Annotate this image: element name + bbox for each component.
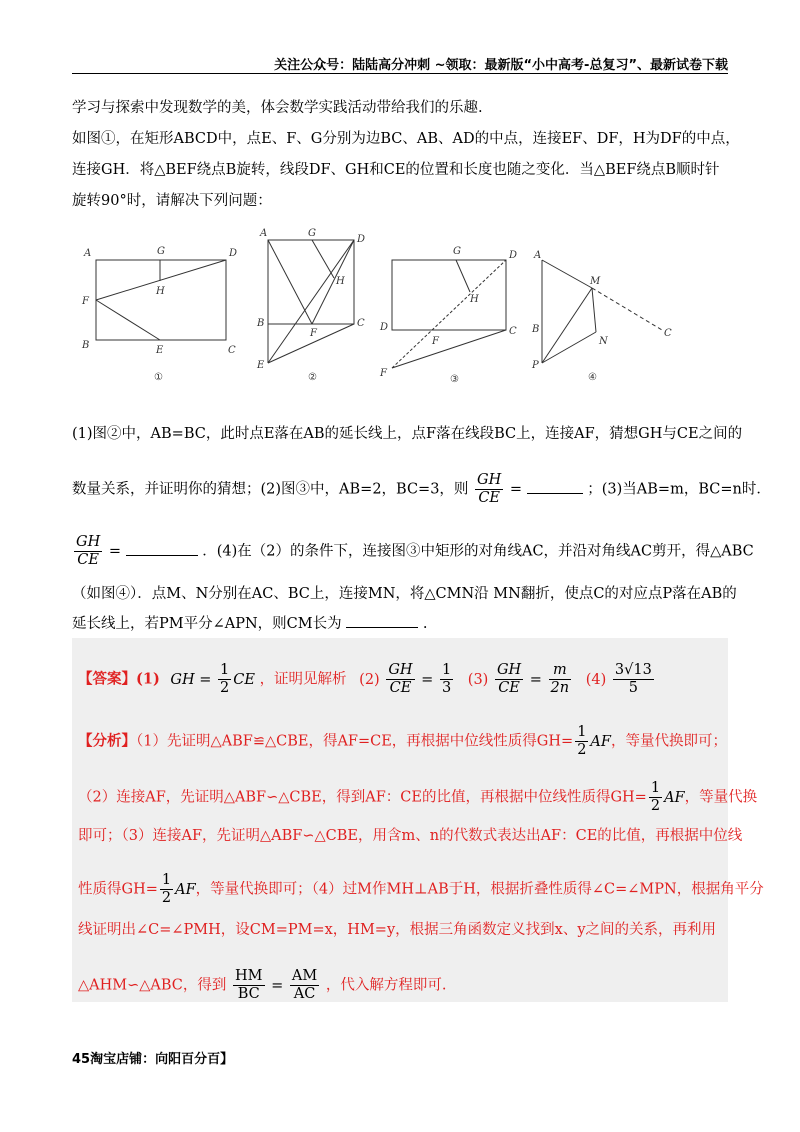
answer-blank-4 — [346, 627, 418, 628]
question-1a: (1)图②中，AB=BC，此时点E落在AB的延长线上，点F落在线段BC上，连接AF，猜想GH与CE之间的 — [72, 426, 743, 442]
fig1-label: C — [228, 345, 236, 356]
fig1-label: H — [156, 286, 165, 297]
fig1-label: D — [229, 248, 238, 259]
figure-4 — [542, 260, 662, 363]
fig1-label: F — [82, 296, 89, 307]
question-3b-line: $\frac{GH}{CE}$ = ．(4)在（2）的条件下，连接图③中矩形的对角线AC，并沿对角线AC剪开，得△ABC — [76, 534, 754, 568]
answer-line: 【答案】(1) GH = $\frac{1}{2}$ CE ，证明见解析 (2) $\frac{GH}{CE}$ = $\frac{1}{3}$ (3) $\frac{GH}{CE}$ = $\frac{m}{2n}$ (4) $\frac{3√13}{5}$ — [78, 662, 652, 696]
fig4-label: P — [532, 360, 539, 371]
answer-blank-3 — [126, 555, 198, 556]
question-1b: 数量关系，并证明你的猜想；(2)图③中，AB=2，BC=3，则 — [72, 481, 469, 498]
fig1-label: B — [82, 340, 90, 351]
question-4b-line: 延长线上，若PM平分∠APN，则CM长为 . — [72, 616, 428, 632]
fig4-label: N — [599, 336, 608, 347]
analysis-line-4: 性质得GH= $\frac{1}{2}$ AF，等量代换即可；（4）过M作MH⊥AB于H，根据折叠性质得∠C=∠MPN，根据角平分 — [78, 872, 764, 906]
answer-label: 【答案】(1) — [78, 670, 160, 688]
fig1-caption: ① — [154, 372, 163, 383]
fig1-label: G — [157, 246, 165, 257]
fig2-label: F — [310, 328, 317, 339]
fig2-label: E — [257, 360, 265, 371]
page-header: 关注公众号：陆陆高分冲刺 ~领取：最新版“小中高考-总复习”、最新试卷下载 — [274, 58, 728, 73]
analysis-line-6: △AHM∽△ABC，得到 $\frac{HM}{BC}$ = $\frac{AM}{AC}$ ，代入解方程即可. — [78, 968, 447, 1002]
fig2-label: B — [257, 318, 265, 329]
fig3-label: G — [453, 246, 461, 257]
intro-line-1: 学习与探索中发现数学的美，体会数学实践活动带给我们的乐趣. — [72, 100, 483, 116]
fig2-label: A — [260, 228, 268, 239]
analysis-line-3: 即可；（3）连接AF，先证明△ABF∽△CBE，用含m、n的代数式表达出AF：CE的比值，再根据中位线 — [78, 828, 743, 844]
fraction-gh-ce: $\frac{GH}{CE}$ — [477, 472, 502, 506]
geometry-figures — [72, 218, 732, 388]
fig2-caption: ② — [308, 372, 317, 383]
figure-4-labels — [531, 250, 672, 383]
analysis-line-1: 【分析】（1）先证明△ABF≌△CBE，得AF=CE，再根据中位线性质得GH= $\frac{1}{2}$ AF，等量代换即可； — [78, 724, 727, 758]
fraction-gh-ce: $\frac{GH}{CE}$ — [76, 534, 101, 568]
figure-3 — [392, 260, 506, 368]
fig3-label: D — [380, 322, 389, 333]
fig3-caption: ③ — [450, 374, 459, 385]
fig2-label: H — [336, 276, 345, 287]
fig2-label: C — [357, 318, 365, 329]
intro-line-3: 连接GH．将△BEF绕点B旋转，线段DF、GH和CE的位置和长度也随之变化．当△BEF绕点B顺时针 — [72, 162, 720, 178]
fig3-label: F — [380, 368, 387, 379]
fig4-label: M — [590, 276, 601, 287]
fig4-label: C — [664, 328, 672, 339]
analysis-label: 【分析】 — [78, 732, 136, 750]
intro-line-4: 旋转90°时，请解决下列问题： — [72, 193, 272, 209]
figure-1 — [96, 260, 226, 340]
fig3-label: C — [509, 326, 517, 337]
page-footer: 45淘宝店铺：向阳百分百】 — [72, 1052, 234, 1067]
analysis-line-2: （2）连接AF，先证明△ABF∽△CBE，得到AF：CE的比值，再根据中位线性质得GH= $\frac{1}{2}$ AF，等量代换 — [78, 780, 758, 814]
intro-line-2: 如图①，在矩形ABCD中，点E、F、G分别为边BC、AB、AD的中点，连接EF、DF，H为DF的中点， — [72, 131, 740, 147]
header-divider — [72, 73, 728, 74]
question-1b-line: 数量关系，并证明你的猜想；(2)图③中，AB=2，BC=3，则 $\frac{GH}{CE}$ = ；(3)当AB=m，BC=n时． — [72, 472, 771, 506]
answer-blank-2 — [527, 493, 583, 494]
question-4a: （如图④）．点M、N分别在AC、BC上，连接MN，将△CMN沿 MN翻折，使点C的对应点P落在AB的 — [72, 586, 737, 602]
fig1-label: A — [84, 248, 92, 259]
question-3: ；(3)当AB=m，BC=n时． — [587, 481, 771, 498]
fig3-label: H — [470, 294, 479, 305]
fig3-label: F — [432, 336, 439, 347]
analysis-line-5: 线证明出∠C=∠PMH，设CM=PM=x，HM=y，根据三角函数定义找到x、y之间的关系，再利用 — [78, 922, 717, 938]
fig1-label: E — [156, 345, 164, 356]
figure-2 — [268, 240, 354, 363]
fig4-label: A — [534, 250, 542, 261]
fig3-label: D — [509, 250, 518, 261]
figure-1-labels — [81, 246, 237, 383]
fig2-label: G — [308, 228, 316, 239]
question-4-intro: ．(4)在（2）的条件下，连接图③中矩形的对角线AC，并沿对角线AC剪开，得△ABC — [202, 543, 754, 560]
fig4-label: B — [532, 324, 540, 335]
fig2-label: D — [357, 234, 366, 245]
fig4-caption: ④ — [588, 372, 597, 383]
